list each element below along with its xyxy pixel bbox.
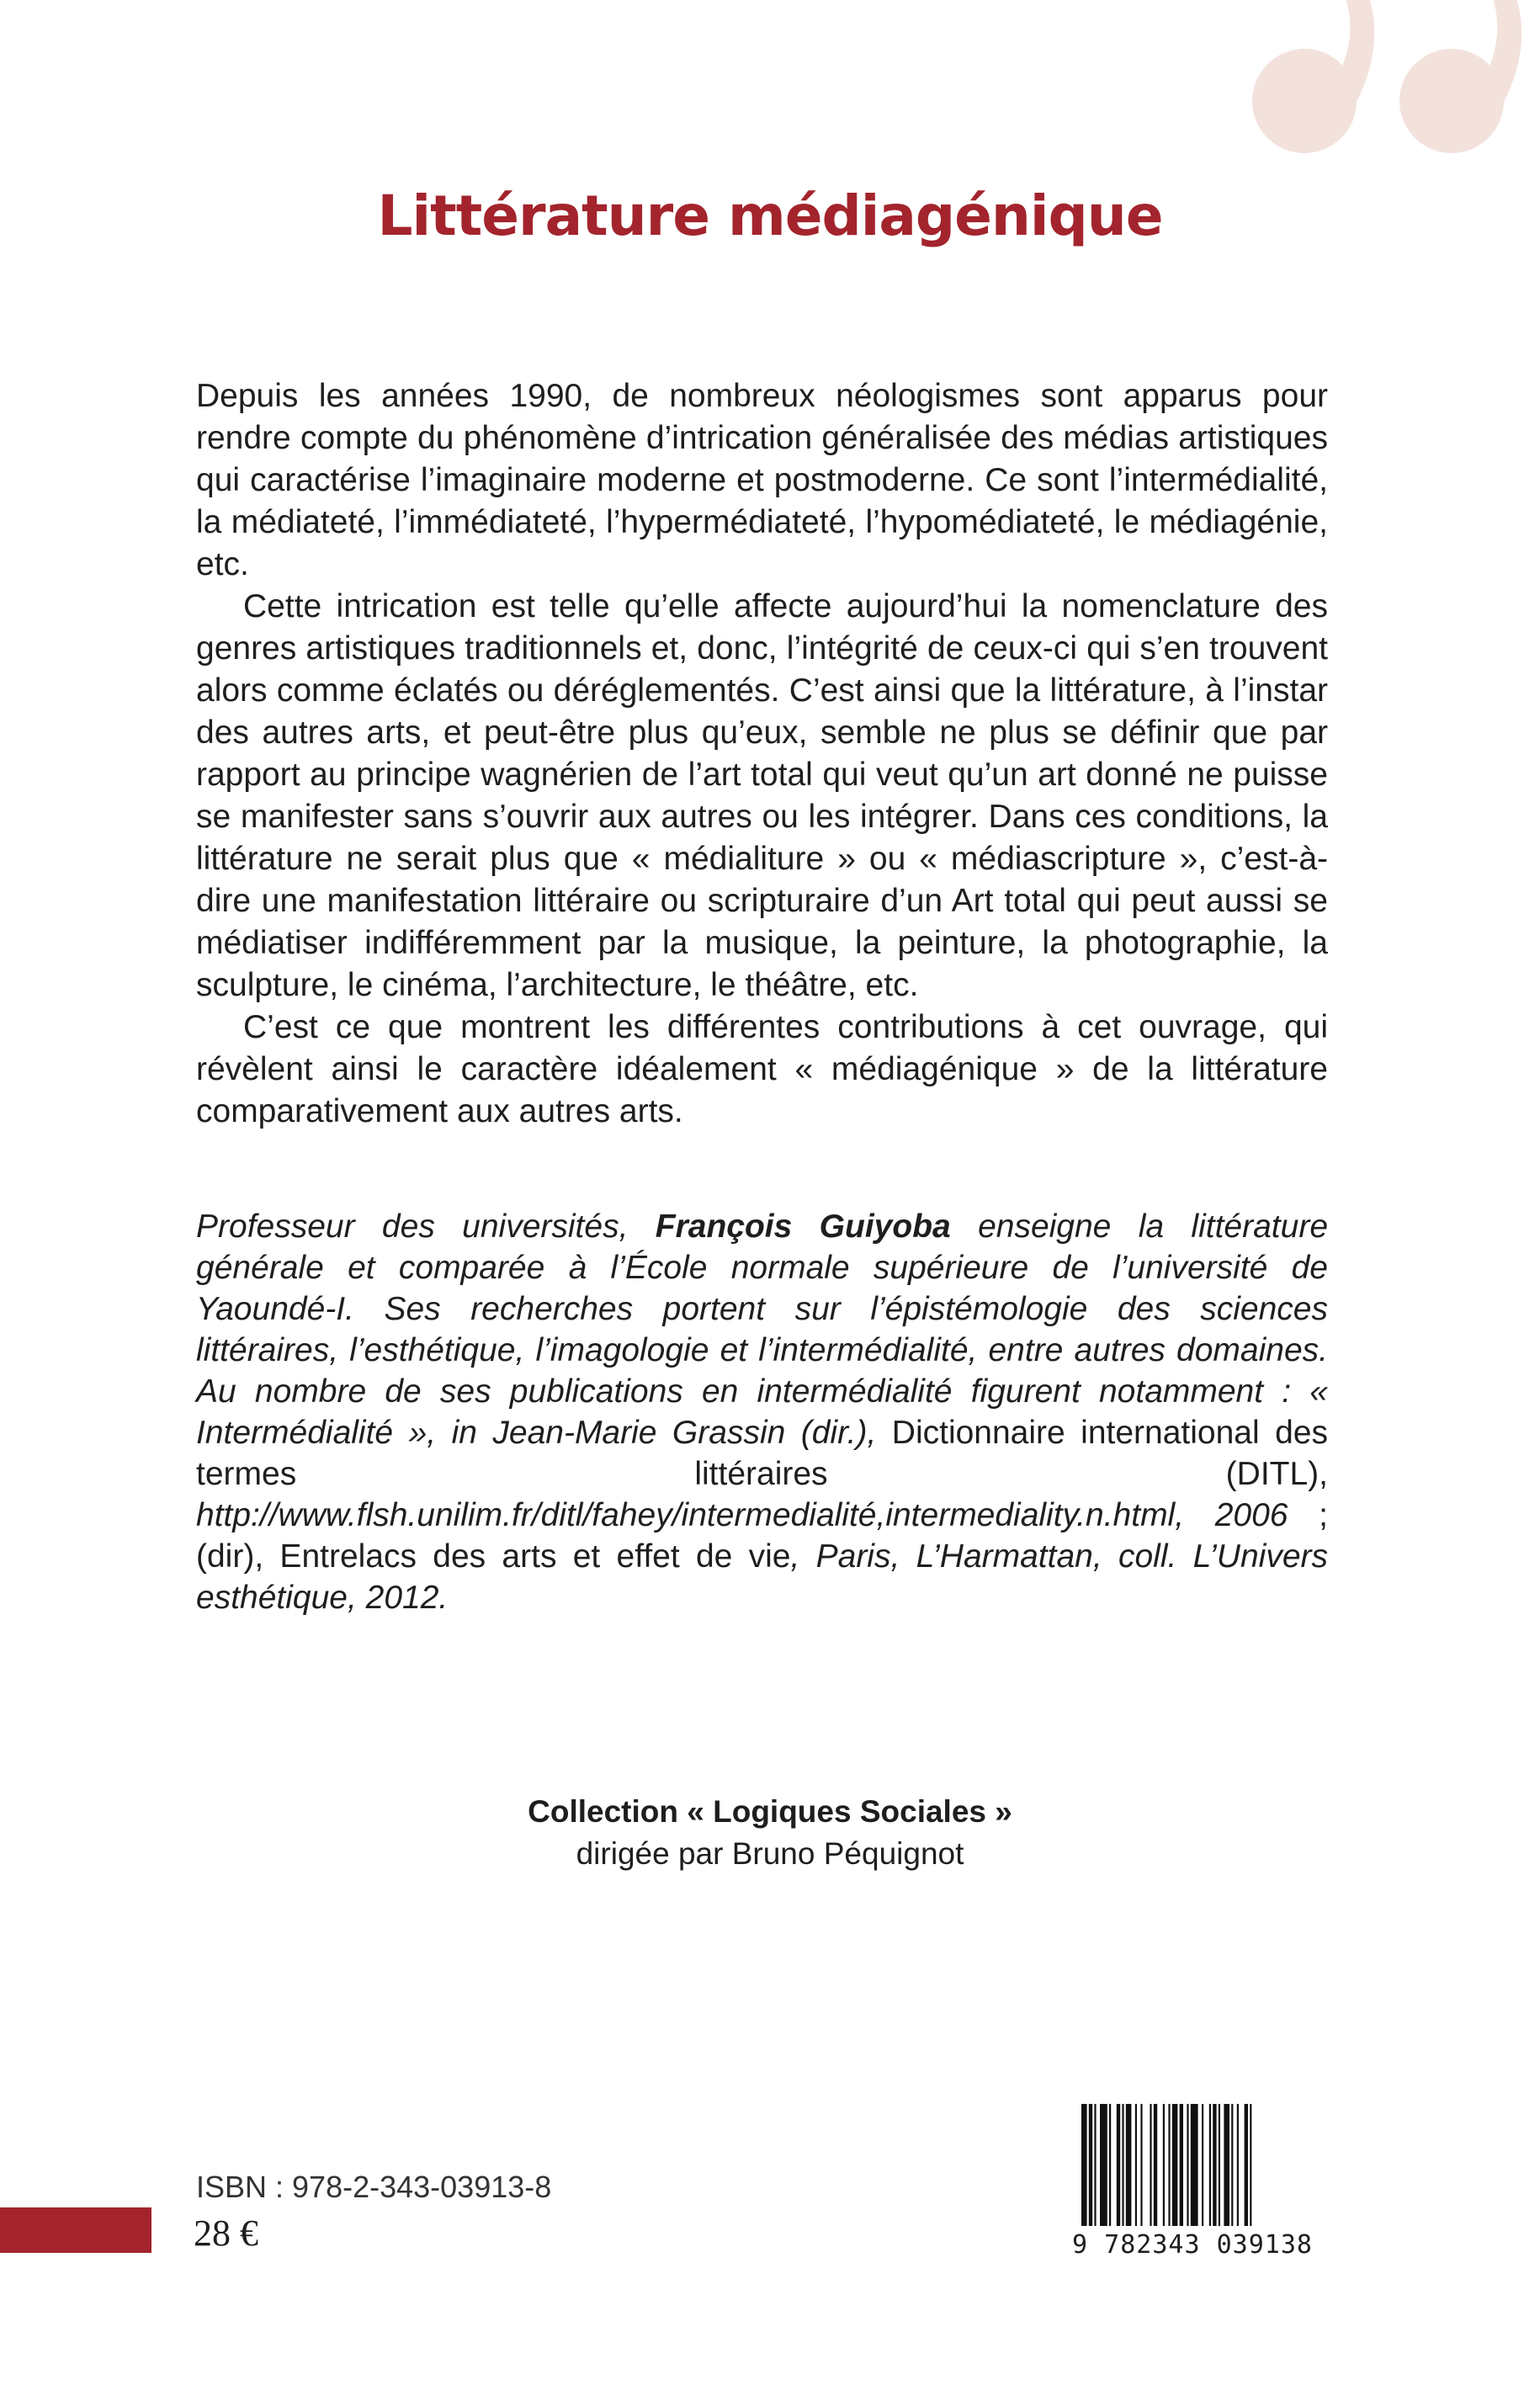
blurb-paragraph-2: Cette intrication est telle qu’elle affecte aujourd’hui la nomenclature des genres artistiques traditionnels et, donc, l’intégrité de ceux-ci qui s’en trouvent alors comme éclatés ou déréglementés. C’est ainsi que la littérature, à l’instar des autres arts, et peut-être plus qu’eux, semble ne plus se définir que par rapport au principe wagnérien de l’art total qui veut qu’un art donné ne puisse se manifester sans s’ouvrir aux autres ou les intégrer. Dans ces conditions, la littérature ne serait plus que « médialiture » ou « médiascripture », c’est-à-dire une manifestation littéraire ou scripturaire d’un Art total qui peut aussi se médiatiser indifféremment par la musique, la peinture, la photographie, la sculpture, le cinéma, l’architecture, le théâtre, etc. <box>196 588 1328 1003</box>
bio-text: enseigne la littérature générale et comparée à l’École normale supérieure de l’université de Yaoundé-I. Ses recherches portent sur l’épistémologie des sciences littéraires, l’esthétique, l’imagologie et l’intermédialité, entre autres domaines. Au nombre de ses publications en intermédialité figurent notamment : « Intermédialité », in <box>196 1208 1329 1451</box>
bio-dictionary: Dictionnaire international des termes littéraires (DITL), <box>196 1415 1328 1492</box>
collection-director: dirigée par Bruno Péquignot <box>576 1836 964 1871</box>
barcode-bar <box>1100 2104 1107 2226</box>
author-bio <box>196 1206 1328 1618</box>
barcode-bar <box>1126 2104 1132 2226</box>
bio-publisher: , Paris, L’Harmattan, coll. L’Univers esthétique, 2012. <box>196 1538 1328 1616</box>
barcode-bar <box>1250 2104 1251 2226</box>
bio-editor: Jean-Marie Grassin (dir.), <box>492 1415 877 1451</box>
barcode-bar <box>1245 2104 1248 2226</box>
barcode-bar <box>1122 2104 1123 2226</box>
barcode-bar <box>1180 2104 1183 2226</box>
barcode-bar <box>1219 2104 1220 2226</box>
barcode-bar <box>1109 2104 1111 2226</box>
collection-info <box>0 1791 1540 1875</box>
barcode-bar <box>1231 2104 1233 2226</box>
barcode-bar <box>1209 2104 1211 2226</box>
bio-url: http://www.flsh.unilim.fr/ditl/fahey/intermedialité,intermediality.n.html, 2006 <box>196 1497 1288 1533</box>
barcode-bar <box>1081 2104 1087 2226</box>
accent-bar <box>0 2207 151 2253</box>
barcode-bar <box>1187 2104 1188 2226</box>
blurb-paragraph-3: C’est ce que montrent les différentes contributions à cet ouvrage, qui révèlent ainsi le caractère idéalement « médiagénique » de la littérature comparativement aux autres arts. <box>196 1009 1328 1129</box>
barcode-bar <box>1237 2104 1239 2226</box>
barcode-bar <box>1150 2104 1151 2226</box>
barcode-bar <box>1213 2104 1216 2226</box>
bio-book-title: ; (dir), Entrelacs des arts et effet de vie <box>196 1497 1329 1575</box>
barcode-bar <box>1154 2104 1157 2226</box>
barcode-bar <box>1140 2104 1142 2226</box>
barcode-bar <box>1163 2104 1165 2226</box>
barcode-bar <box>1135 2104 1137 2226</box>
closing-quote-icon <box>1229 0 1532 168</box>
barcode-icon <box>1066 2104 1319 2230</box>
barcode-bar <box>1191 2104 1198 2226</box>
barcode-bar <box>1089 2104 1092 2226</box>
barcode-bar <box>1224 2104 1229 2226</box>
blurb-paragraph-1: Depuis les années 1990, de nombreux néologismes sont apparus pour rendre compte du phénomène d’intrication généralisée des médias artistiques qui caractérise l’imaginaire moderne et postmoderne. Ce sont l’intermédialité, la médiateté, l’immédiateté, l’hypermédiateté, l’hypomédiateté, le médiagénie, etc. <box>196 378 1328 582</box>
collection-name: Collection « Logiques Sociales » <box>528 1794 1012 1829</box>
price: 28 € <box>194 2212 258 2254</box>
bio-intro: Professeur des universités, <box>196 1208 656 1245</box>
barcode-bar <box>1117 2104 1120 2226</box>
barcode-bar <box>1168 2104 1170 2226</box>
book-title: Littérature médiagénique <box>377 183 1163 248</box>
barcode-digits: 9 782343 039138 <box>1072 2230 1313 2260</box>
isbn: ISBN : 978-2-343-03913-8 <box>196 2170 552 2204</box>
author-name: François Guiyoba <box>655 1208 951 1245</box>
barcode-bar <box>1202 2104 1203 2226</box>
barcode-bar <box>1172 2104 1178 2226</box>
barcode-bar <box>1094 2104 1096 2226</box>
barcode <box>1066 2104 1319 2272</box>
blurb <box>196 375 1328 1133</box>
